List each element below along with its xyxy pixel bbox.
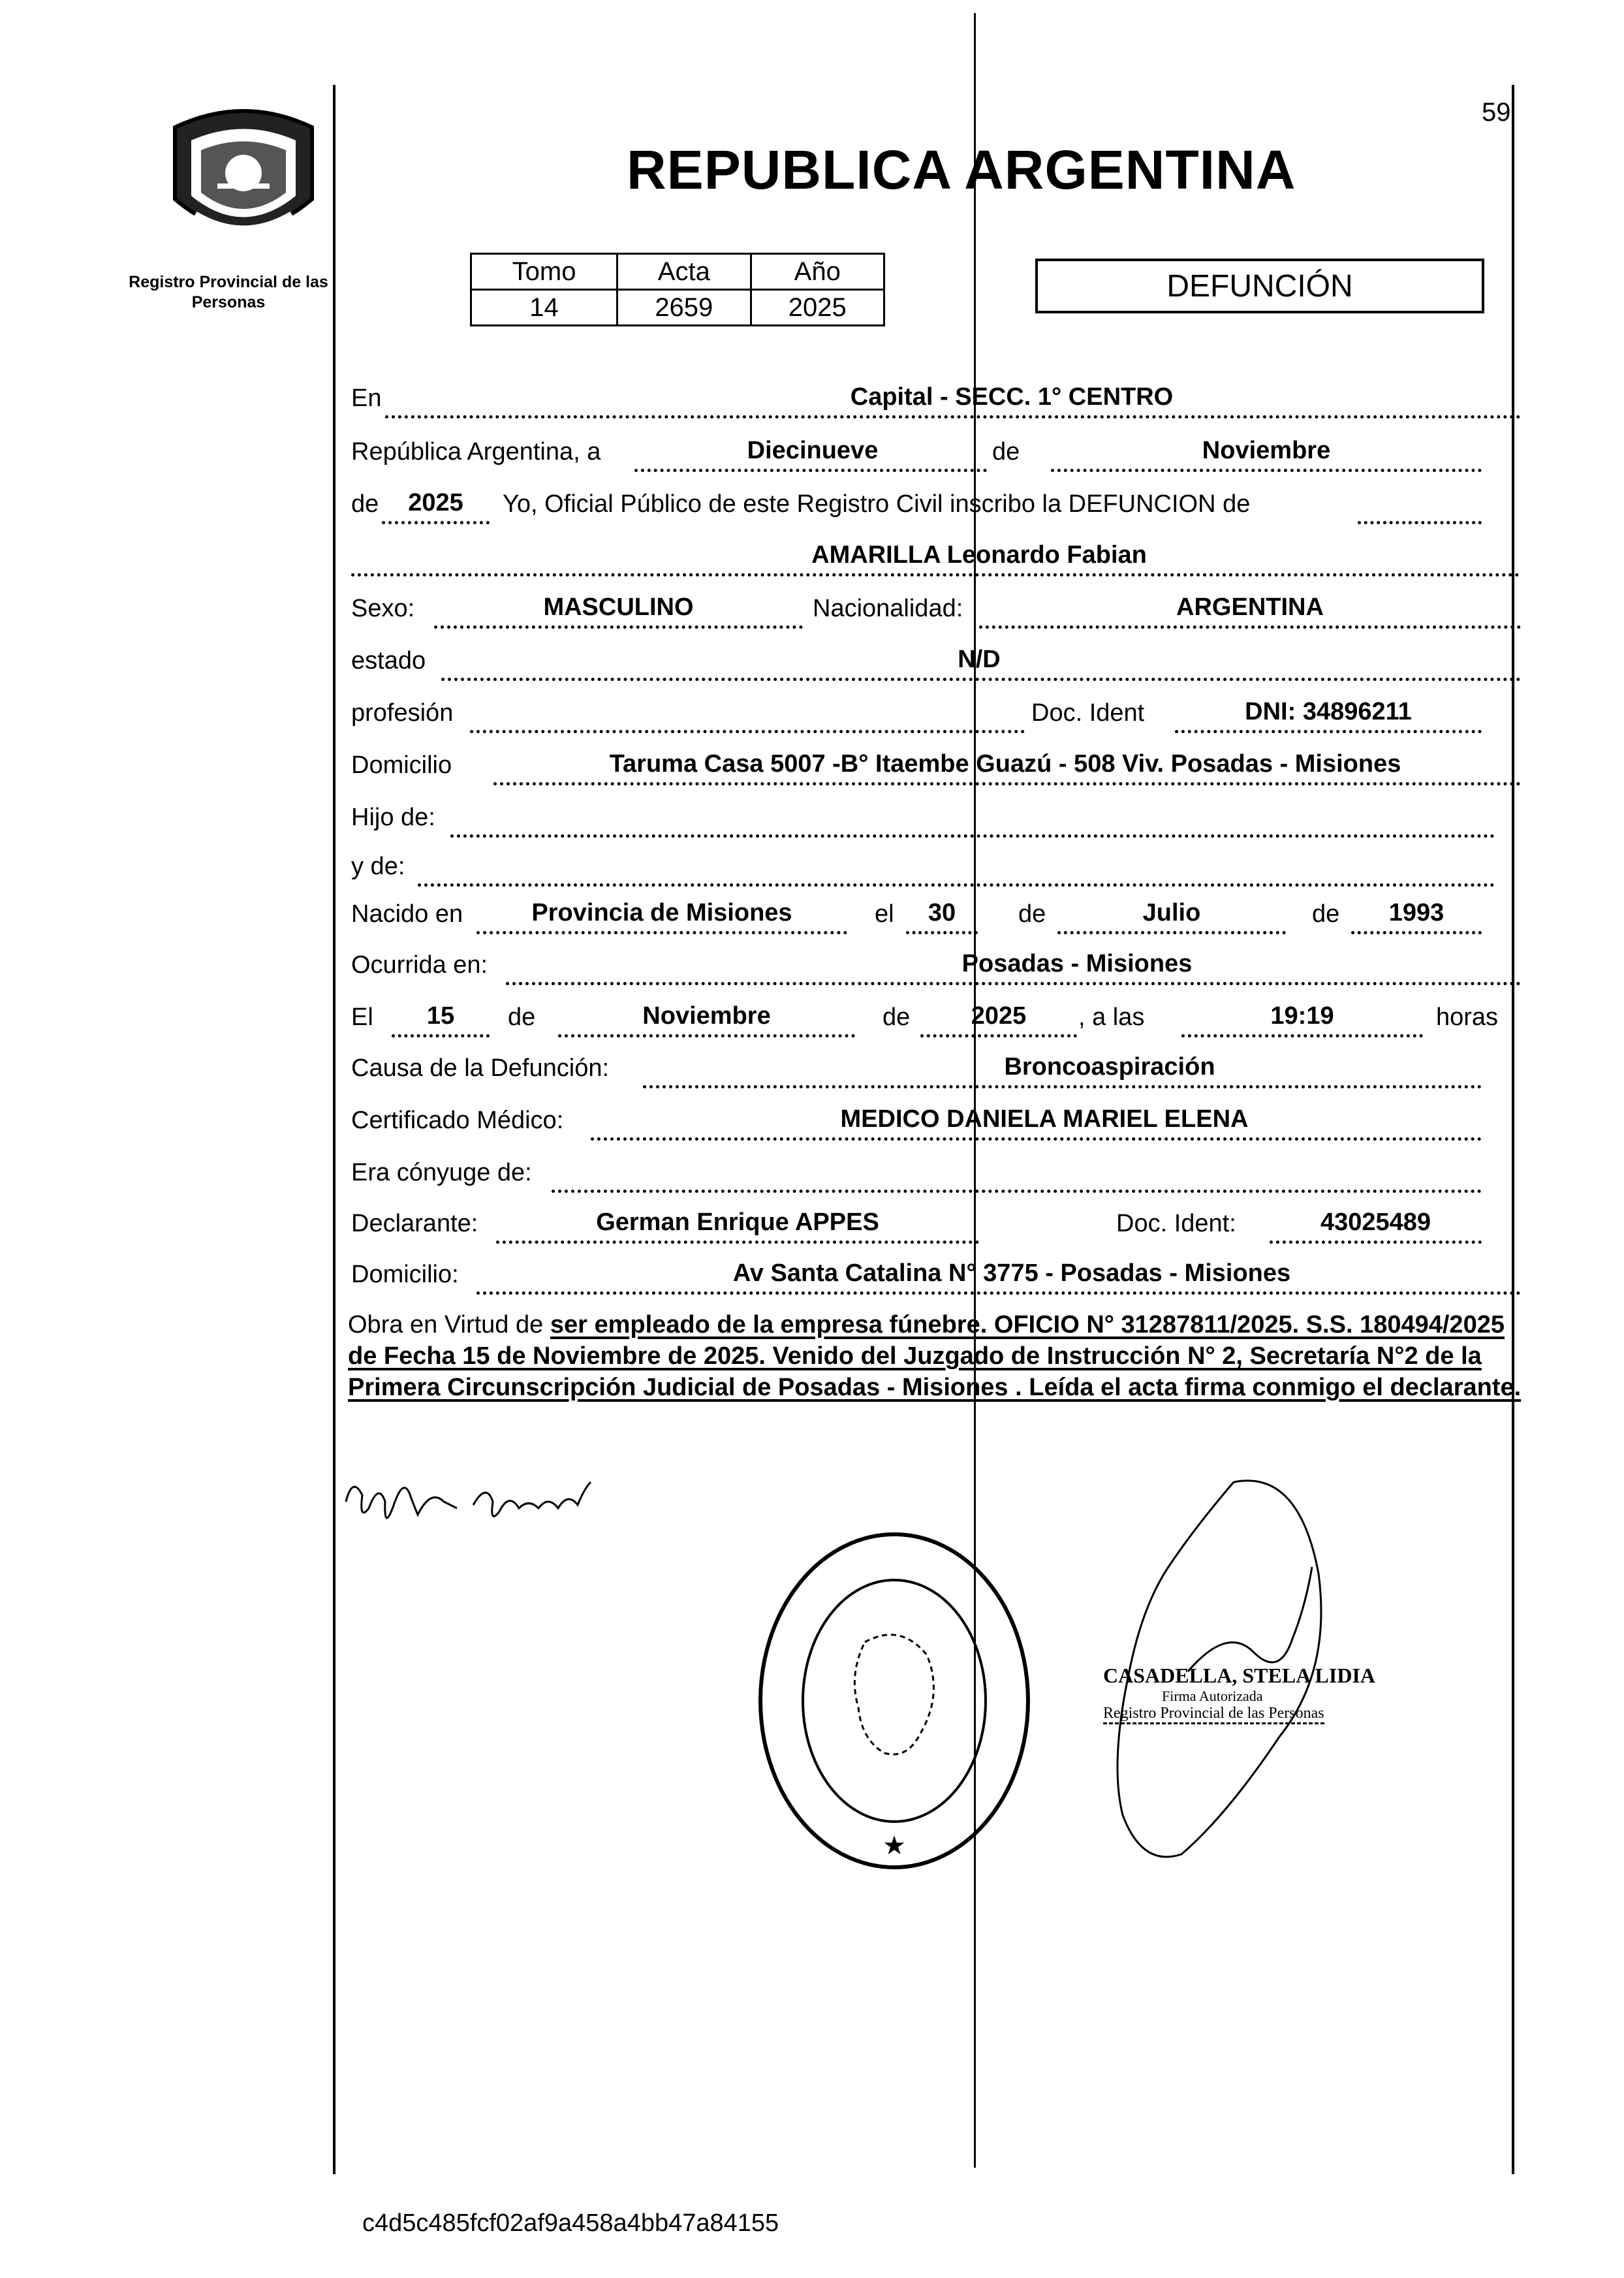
sexo-value: MASCULINO: [543, 593, 694, 621]
conyuge-dots: [552, 1190, 1482, 1193]
fall-mes-dots: [558, 1034, 855, 1037]
table-value-anio: 2025: [751, 290, 884, 326]
registry-seal: [751, 1525, 1038, 1877]
fall-anio-value: 2025: [971, 1002, 1027, 1030]
dia-dots: [634, 469, 987, 472]
tomo-acta-anio-table: [470, 253, 885, 326]
de-label: de: [992, 438, 1020, 466]
document-title: REPUBLICA ARGENTINA: [627, 139, 1296, 200]
fall-dia-dots: [392, 1034, 490, 1037]
en-value: Capital - SECC. 1° CENTRO: [850, 383, 1174, 411]
de-label-2: de: [351, 490, 379, 518]
officer-role: Firma Autorizada: [1162, 1688, 1263, 1704]
de-label-5: de: [508, 1004, 536, 1031]
table-header-acta: Acta: [617, 254, 751, 290]
officer-name: CASADELLA, STELA LIDIA: [1103, 1664, 1376, 1687]
nac-dia-dots: [906, 931, 978, 934]
y-de-label: y de:: [351, 853, 405, 880]
republica-label: República Argentina, a: [351, 438, 601, 466]
document-type-box: [1035, 259, 1484, 313]
oficial-text: Yo, Oficial Público de este Registro Civil inscribo la DEFUNCION de: [503, 490, 1251, 518]
nombre-value: AMARILLA Leonardo Fabian: [811, 541, 1147, 569]
doc-label: Doc. Ident: [1031, 699, 1145, 727]
hora-value: 19:19: [1270, 1002, 1334, 1030]
decl-doc-dots: [1270, 1241, 1482, 1244]
de-label-4: de: [1312, 900, 1340, 928]
nacionalidad-label: Nacionalidad:: [813, 595, 963, 622]
officer-stamp: [1103, 1664, 1416, 1724]
domicilio-label: Domicilio: [351, 751, 452, 779]
sexo-label: Sexo:: [351, 595, 415, 622]
horas-label: horas: [1436, 1004, 1499, 1031]
decl-domicilio-dots: [476, 1291, 1521, 1295]
table-header-tomo: Tomo: [471, 254, 617, 290]
de-label-6: de: [882, 1004, 911, 1031]
right-margin-rule: [1512, 85, 1514, 2174]
certificado-label: Certificado Médico:: [351, 1107, 564, 1134]
page-number: 59: [1482, 98, 1511, 127]
nacido-value: Provincia de Misiones: [531, 899, 792, 926]
profesion-label: profesión: [351, 699, 454, 727]
nacido-label: Nacido en: [351, 900, 463, 928]
nombre-dots: [351, 573, 1520, 577]
decl-doc-label: Doc. Ident:: [1116, 1210, 1236, 1237]
causa-label: Causa de la Defunción:: [351, 1054, 610, 1082]
registry-label: Registro Provincial de las Personas: [129, 273, 328, 311]
domicilio-value: Taruma Casa 5007 -B° Itaembe Guazú - 508 Viv. Posadas - Misiones: [609, 750, 1401, 778]
certificado-dots: [591, 1137, 1482, 1141]
en-dots: [385, 415, 1521, 419]
sexo-dots: [434, 625, 803, 629]
nacionalidad-value: ARGENTINA: [1176, 593, 1324, 621]
misiones-emblem: [155, 101, 332, 258]
nac-anio-dots: [1351, 931, 1482, 934]
causa-value: Broncoaspiración: [1004, 1053, 1215, 1081]
svg-text:★: ★: [882, 1831, 906, 1861]
doc-value: DNI: 34896211: [1245, 698, 1412, 725]
obra-text: ser empleado de la empresa fúnebre. OFICIO N° 31287811/2025. S.S. 180494/2025 de Fecha 15 de Noviembre de 2025. Venido del Juzgado de Instrucción N° 2, Secretaría N°2 de la Primera Circunscripción Judicial de Posadas - Misiones . Leída el acta firma conmigo el declarante.: [348, 1311, 1522, 1401]
oficial-dots: [1358, 521, 1482, 524]
nacionalidad-dots: [979, 625, 1521, 629]
declarant-signature: [333, 1463, 607, 1547]
decl-domicilio-label: Domicilio:: [351, 1261, 459, 1288]
el-label: el: [875, 900, 894, 928]
obra-prefix: Obra en Virtud de: [348, 1311, 544, 1338]
y-de-dots: [418, 883, 1495, 887]
profesion-dots: [470, 730, 1025, 733]
dia-value: Diecinueve: [747, 437, 879, 464]
hijo-label: Hijo de:: [351, 804, 435, 831]
document-type: DEFUNCIÓN: [1166, 268, 1353, 304]
anio-value: 2025: [408, 489, 463, 516]
table-value-acta: 2659: [617, 290, 751, 326]
mes-value: Noviembre: [1202, 437, 1331, 464]
a-las-label: , a las: [1078, 1004, 1145, 1031]
nac-mes-value: Julio: [1142, 899, 1201, 926]
estado-label: estado: [351, 647, 426, 674]
left-margin-rule: [333, 85, 336, 2174]
nac-anio-value: 1993: [1388, 899, 1444, 926]
doc-dots: [1175, 730, 1482, 733]
nacido-dots: [476, 931, 847, 934]
anio-dots: [382, 521, 490, 524]
nac-mes-dots: [1057, 931, 1286, 934]
document-hash: c4d5c485fcf02af9a458a4bb47a84155: [362, 2209, 779, 2237]
declarante-dots: [496, 1241, 979, 1244]
mes-dots: [1051, 469, 1482, 472]
ocurrida-value: Posadas - Misiones: [961, 950, 1193, 977]
decl-domicilio-value: Av Santa Catalina N° 3775 - Posadas - Misiones: [732, 1259, 1291, 1287]
conyuge-label: Era cónyuge de:: [351, 1159, 532, 1186]
officer-org: Registro Provincial de las Personas: [1103, 1705, 1324, 1724]
estado-value: N/D: [958, 646, 1001, 673]
obra-paragraph: [348, 1309, 1536, 1403]
el-label-2: El: [351, 1004, 373, 1031]
ocurrida-dots: [506, 982, 1521, 985]
table-value-tomo: 14: [471, 290, 617, 326]
declarante-value: German Enrique APPES: [596, 1209, 879, 1236]
en-label: En: [351, 385, 382, 412]
ocurrida-label: Ocurrida en:: [351, 951, 488, 979]
domicilio-dots-line: [493, 782, 1521, 785]
hijo-dots: [450, 834, 1495, 838]
fall-mes-value: Noviembre: [642, 1002, 771, 1030]
declarante-label: Declarante:: [351, 1210, 478, 1237]
estado-dots: [441, 678, 1521, 681]
fall-dia-value: 15: [426, 1002, 455, 1030]
certificado-value: MEDICO DANIELA MARIEL ELENA: [840, 1105, 1249, 1133]
de-label-3: de: [1018, 900, 1046, 928]
table-header-anio: Año: [751, 254, 884, 290]
decl-doc-value: 43025489: [1320, 1209, 1431, 1236]
causa-dots: [643, 1085, 1482, 1088]
hora-dots: [1181, 1034, 1423, 1037]
nac-dia-value: 30: [928, 899, 956, 926]
fall-anio-dots: [920, 1034, 1077, 1037]
